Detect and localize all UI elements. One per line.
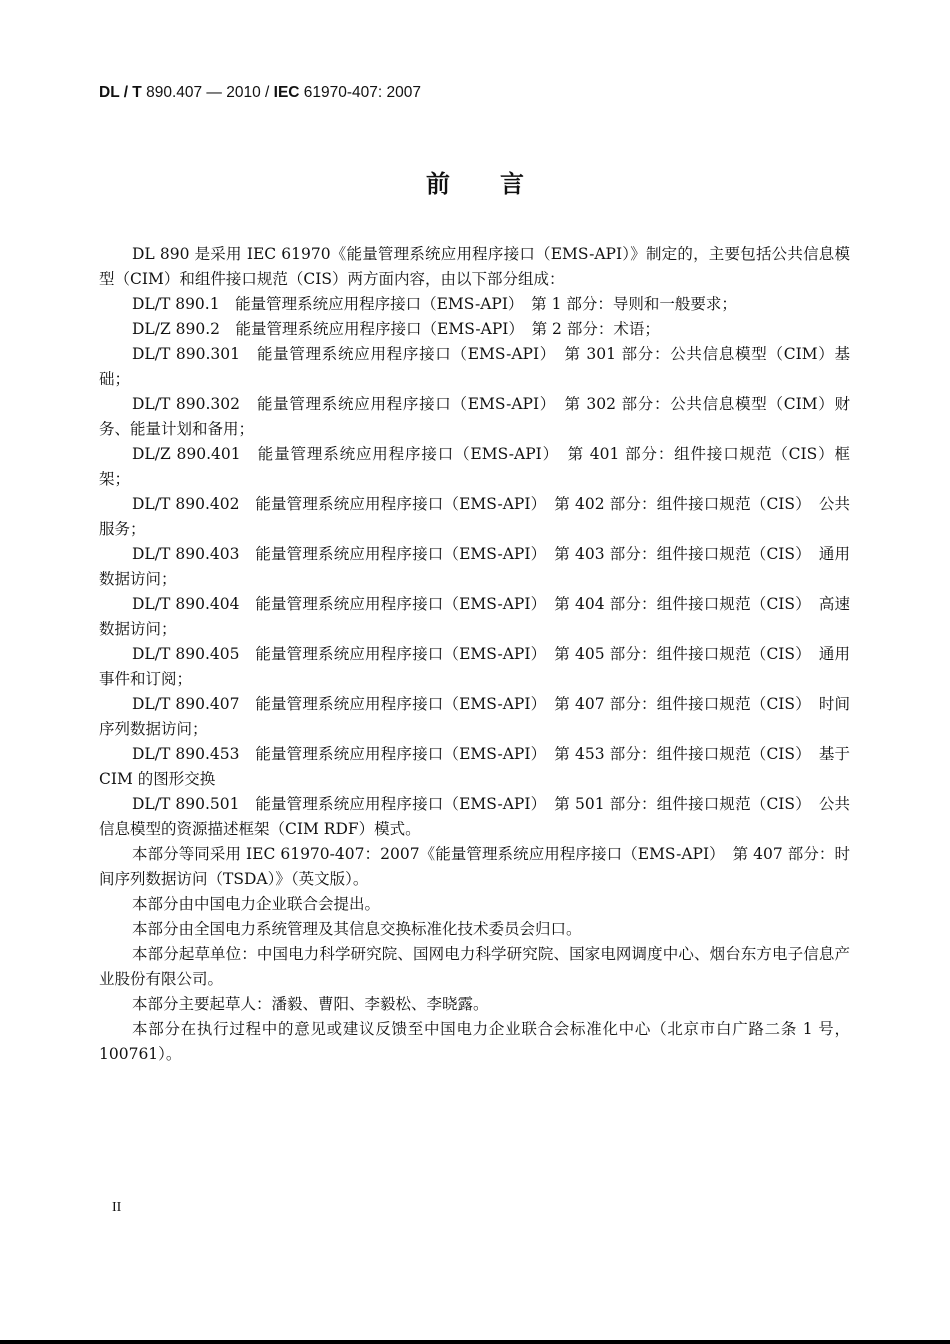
paragraph: 本部分在执行过程中的意见或建议反馈至中国电力企业联合会标准化中心（北京市白广路二条 1 号，100761）。 [99, 1020, 850, 1063]
list-item: DL/Z 890.2 能量管理系统应用程序接口（EMS-API） 第 2 部分：术语； [132, 320, 660, 338]
list-item: DL/T 890.1 能量管理系统应用程序接口（EMS-API） 第 1 部分：导则和一般要求； [132, 295, 737, 313]
paragraph: 本部分主要起草人：潘毅、曹阳、李毅松、李晓露。 [132, 995, 489, 1013]
header-prefix: DL / T [99, 84, 142, 101]
paragraph: 本部分由中国电力企业联合会提出。 [132, 895, 381, 913]
header-suffix: 61970-407: 2007 [299, 84, 422, 101]
paragraph: 本部分由全国电力系统管理及其信息交换标准化技术委员会归口。 [132, 920, 582, 938]
bottom-border [0, 1340, 950, 1344]
list-item: DL/T 890.402 能量管理系统应用程序接口（EMS-API） 第 402 部分：组件接口规范（CIS） 公共服务； [99, 495, 850, 538]
list-item: DL/T 890.403 能量管理系统应用程序接口（EMS-API） 第 403 部分：组件接口规范（CIS） 通用数据访问； [99, 545, 850, 588]
list-item: DL/Z 890.401 能量管理系统应用程序接口（EMS-API） 第 401 部分：组件接口规范（CIS）框架； [99, 445, 850, 488]
list-item: DL/T 890.405 能量管理系统应用程序接口（EMS-API） 第 405 部分：组件接口规范（CIS） 通用事件和订阅； [99, 645, 850, 688]
list-item: DL/T 890.453 能量管理系统应用程序接口（EMS-API） 第 453 部分：组件接口规范（CIS） 基于 CIM 的图形交换 [99, 745, 850, 788]
body-text [99, 242, 850, 1067]
paragraph: DL 890 是采用 IEC 61970《能量管理系统应用程序接口（EMS-API）》制定的，主要包括公共信息模型（CIM）和组件接口规范（CIS）两方面内容，由以下部分组成： [99, 245, 850, 288]
paragraph: 本部分等同采用 IEC 61970-407：2007《能量管理系统应用程序接口（EMS-API） 第 407 部分：时间序列数据访问（TSDA）》（英文版）。 [99, 845, 850, 888]
document-header [99, 84, 421, 102]
list-item: DL/T 890.302 能量管理系统应用程序接口（EMS-API） 第 302 部分：公共信息模型（CIM）财务、能量计划和备用； [99, 395, 850, 438]
page-number: II [112, 1200, 122, 1215]
list-item: DL/T 890.501 能量管理系统应用程序接口（EMS-API） 第 501 部分：组件接口规范（CIS） 公共信息模型的资源描述框架（CIM RDF）模式。 [99, 795, 850, 838]
header-iec: IEC [273, 84, 300, 101]
paragraph: 本部分起草单位：中国电力科学研究院、国网电力科学研究院、国家电网调度中心、烟台东方电子信息产业股份有限公司。 [99, 945, 850, 988]
list-item: DL/T 890.407 能量管理系统应用程序接口（EMS-API） 第 407 部分：组件接口规范（CIS） 时间序列数据访问； [99, 695, 850, 738]
page-title: 前言 [426, 169, 574, 198]
list-item: DL/T 890.404 能量管理系统应用程序接口（EMS-API） 第 404 部分：组件接口规范（CIS） 高速数据访问； [99, 595, 850, 638]
header-middle: 890.407 — 2010 / [141, 84, 274, 101]
list-item: DL/T 890.301 能量管理系统应用程序接口（EMS-API） 第 301 部分：公共信息模型（CIM）基础； [99, 345, 850, 388]
